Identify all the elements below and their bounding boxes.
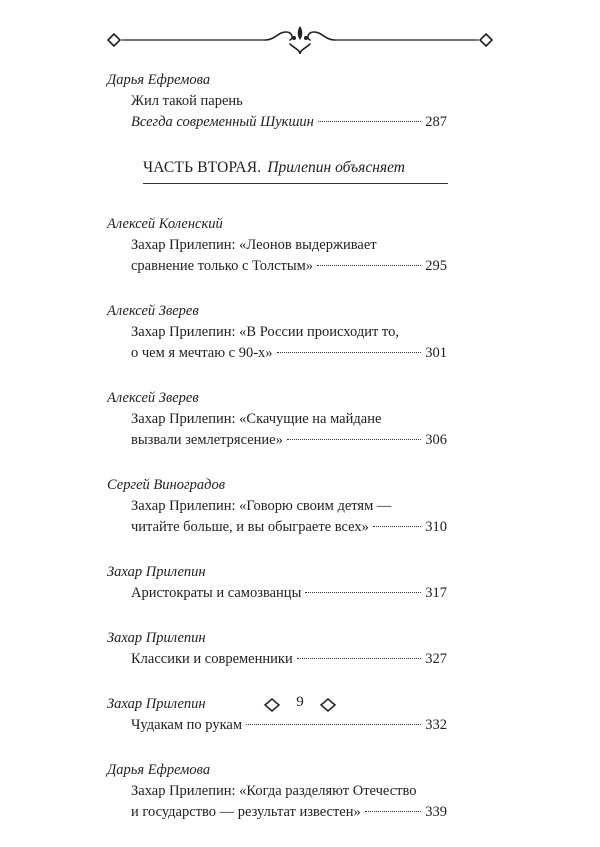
entry-page-number: 339 bbox=[425, 804, 447, 820]
page-footer bbox=[245, 690, 355, 720]
entry-page-number: 332 bbox=[425, 717, 447, 733]
toc-entry[interactable] bbox=[107, 628, 447, 670]
entry-author: Дарья Ефремова bbox=[107, 72, 211, 88]
dot-leader bbox=[287, 439, 421, 440]
table-of-contents bbox=[107, 70, 447, 847]
entry-title-line: о чем я мечтаю с 90-х» bbox=[131, 345, 273, 361]
toc-entry[interactable] bbox=[107, 388, 447, 451]
toc-entry[interactable] bbox=[107, 214, 447, 277]
entry-title-line: Аристократы и самозванцы bbox=[131, 585, 302, 601]
dot-leader bbox=[305, 592, 421, 593]
entry-author: Алексей Зверев bbox=[107, 390, 199, 406]
entry-title-line: Чудакам по рукам bbox=[131, 717, 243, 733]
entry-title-line: читайте больше, и вы обыграете всех» bbox=[131, 519, 369, 535]
entry-author: Захар Прилепин bbox=[107, 630, 206, 646]
entry-title-line: Захар Прилепин: «Когда разделяют Отечество bbox=[131, 783, 417, 799]
part-subtitle: Прилепин объясняет bbox=[267, 159, 405, 176]
dot-leader bbox=[365, 811, 422, 812]
entry-author: Захар Прилепин bbox=[107, 564, 206, 580]
entry-title-line: Захар Прилепин: «В России происходит то, bbox=[131, 324, 399, 340]
toc-entry[interactable] bbox=[107, 301, 447, 364]
entry-author: Алексей Зверев bbox=[107, 303, 199, 319]
entry-title-line: Всегда современный Шукшин bbox=[131, 114, 314, 130]
entry-page-number: 310 bbox=[425, 519, 447, 535]
entry-title-line: Захар Прилепин: «Говорю своим детям — bbox=[131, 498, 392, 514]
part-label: ЧАСТЬ ВТОРАЯ. bbox=[143, 159, 262, 176]
toc-entry[interactable] bbox=[107, 760, 447, 823]
entry-author: Алексей Коленский bbox=[107, 216, 223, 232]
toc-entry[interactable] bbox=[107, 562, 447, 604]
entry-author: Дарья Ефремова bbox=[107, 762, 211, 778]
top-ornament bbox=[100, 22, 500, 62]
toc-entry[interactable] bbox=[107, 475, 447, 538]
entry-page-number: 287 bbox=[425, 114, 447, 130]
entry-author: Сергей Виноградов bbox=[107, 477, 226, 493]
part-heading bbox=[143, 157, 448, 184]
entry-title-line: Жил такой парень bbox=[131, 93, 243, 109]
page-number: 9 bbox=[296, 694, 304, 710]
entry-title-line: Классики и современники bbox=[131, 651, 293, 667]
dot-leader bbox=[297, 658, 422, 659]
entry-title-line: Захар Прилепин: «Скачущие на майдане bbox=[131, 411, 382, 427]
entry-page-number: 306 bbox=[425, 432, 447, 448]
part-underline bbox=[143, 183, 448, 184]
entry-page-number: 317 bbox=[425, 585, 447, 601]
entry-title-line: Захар Прилепин: «Леонов выдерживает bbox=[131, 237, 377, 253]
entry-page-number: 327 bbox=[425, 651, 447, 667]
dot-leader bbox=[277, 352, 422, 353]
entry-title-line: и государство — результат известен» bbox=[131, 804, 361, 820]
dot-leader bbox=[318, 121, 421, 122]
entry-page-number: 295 bbox=[425, 258, 447, 274]
toc-entry[interactable] bbox=[107, 70, 447, 133]
dot-leader bbox=[246, 724, 421, 725]
entry-author: Захар Прилепин bbox=[107, 696, 206, 712]
entry-title-line: сравнение только с Толстым» bbox=[131, 258, 314, 274]
entry-title-line: вызвали землетрясение» bbox=[131, 432, 283, 448]
entry-page-number: 301 bbox=[425, 345, 447, 361]
dot-leader bbox=[317, 265, 421, 266]
dot-leader bbox=[373, 526, 421, 527]
